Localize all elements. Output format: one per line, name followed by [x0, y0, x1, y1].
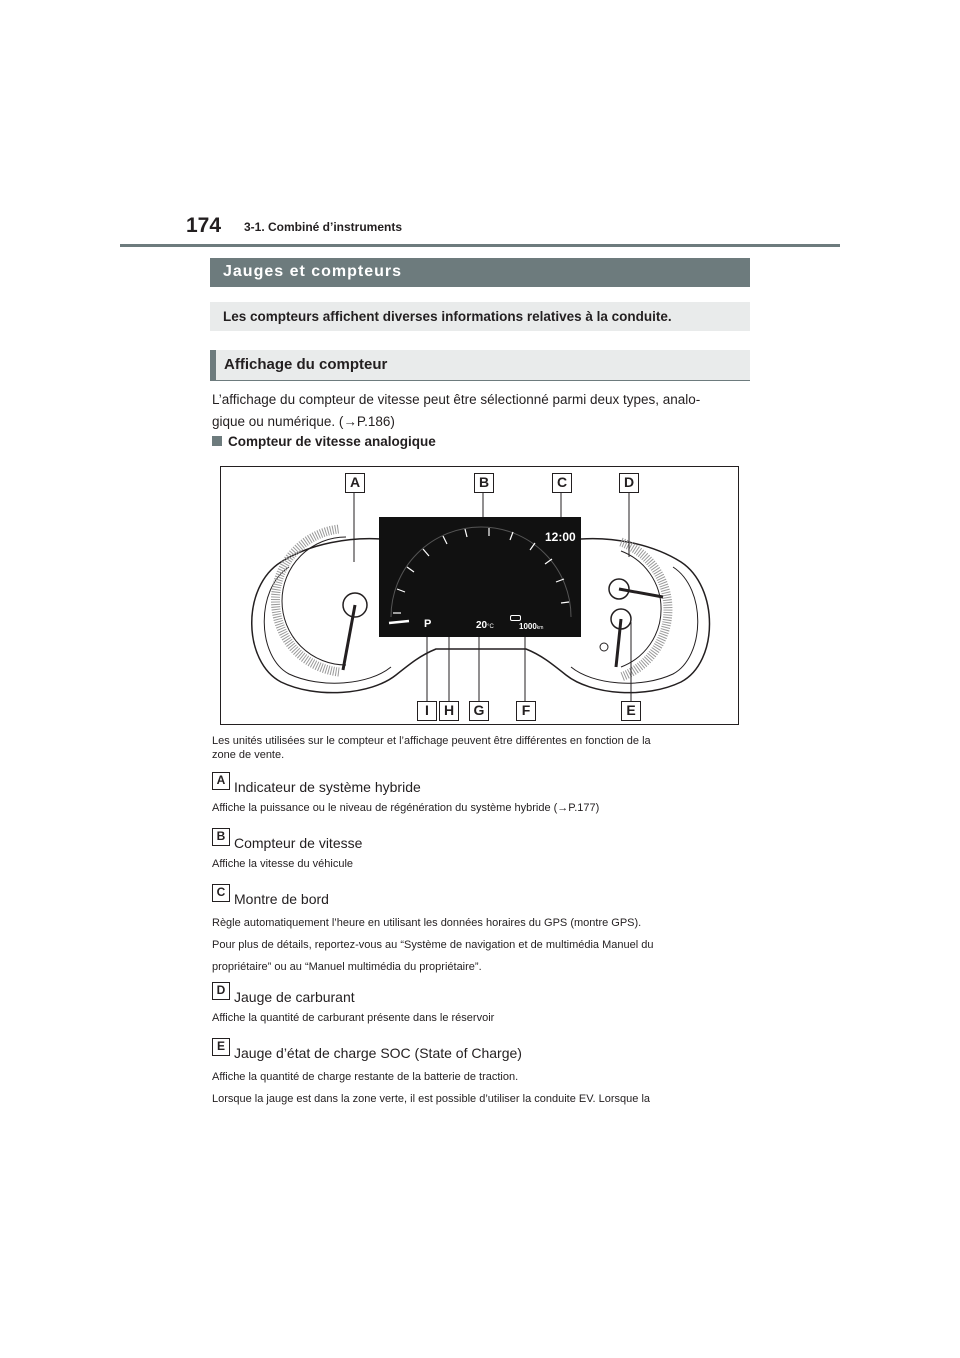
odometer-unit: km — [536, 625, 544, 631]
odometer-icon — [510, 615, 521, 621]
callout-c: C — [552, 473, 572, 493]
item-d-desc-line-1: Affiche la quantité de carburant présente dans le réservoir — [212, 1012, 495, 1024]
item-b-description — [212, 857, 353, 871]
item-c-desc-line-3: propriétaire” ou au “Manuel multimédia du propriétaire”. — [212, 961, 482, 973]
screen-clock: 12:00 — [545, 530, 576, 544]
item-a-description — [212, 801, 599, 815]
odometer-value: 1000 — [519, 622, 537, 631]
item-c-heading — [212, 885, 329, 910]
section-lead: Les compteurs affichent diverses informations relatives à la conduite. — [210, 302, 750, 331]
soc-needle — [616, 619, 621, 667]
callout-e: E — [621, 701, 641, 721]
item-d-title: Jauge de carburant — [234, 989, 355, 1005]
item-e-heading — [212, 1039, 522, 1064]
callout-i: I — [417, 701, 437, 721]
item-c-desc-line-2: Pour plus de détails, reportez-vous au “Système de navigation et de multimédia Manuel du — [212, 939, 654, 951]
item-e-desc-line-2: Lorsque la jauge est dans la zone verte, il est possible d’utiliser la conduite EV. Lorsque la — [212, 1093, 651, 1105]
outside-temperature — [476, 620, 494, 631]
bullet-square-icon — [212, 436, 222, 446]
figure-note-line-2: zone de vente. — [212, 749, 285, 761]
bullet-heading-text: Compteur de vitesse analogique — [228, 434, 436, 449]
right-bezel — [571, 567, 698, 683]
item-e-description — [212, 1066, 650, 1110]
shift-position: P — [424, 618, 432, 630]
indicator-lamp — [600, 643, 608, 651]
item-e-desc-line-1: Affiche la quantité de charge restante de la batterie de traction. — [212, 1071, 519, 1083]
item-a-desc-line-1: Affiche la puissance ou le niveau de régénération du système hybride (→P.177) — [212, 802, 600, 814]
speedometer-arc — [391, 527, 571, 617]
item-c-title: Montre de bord — [234, 891, 329, 907]
item-e-title: Jauge d’état de charge SOC (State of Charge) — [234, 1045, 522, 1061]
item-c-letter: C — [212, 884, 230, 902]
item-b-letter: B — [212, 828, 230, 846]
page-number: 174 — [186, 214, 222, 237]
instrument-cluster-figure — [220, 466, 739, 725]
callout-f: F — [516, 701, 536, 721]
temperature-value: 20 — [476, 620, 488, 631]
item-a-title: Indicateur de système hybride — [234, 779, 421, 795]
section-title: Jauges et compteurs — [210, 258, 750, 287]
item-b-title: Compteur de vitesse — [234, 835, 363, 851]
intro-paragraph — [212, 389, 752, 433]
figure-note-line-1: Les unités utilisées sur le compteur et l’affichage peuvent être différentes en fonction de la — [212, 735, 651, 747]
item-c-desc-line-1: Règle automatiquement l’heure en utilisant les données horaires du GPS (montre GPS). — [212, 917, 642, 929]
callout-b: B — [474, 473, 494, 493]
temperature-unit: °C — [487, 624, 494, 630]
item-a-heading — [212, 773, 421, 798]
callout-h: H — [439, 701, 459, 721]
header-rule — [120, 244, 840, 247]
item-c-description — [212, 912, 653, 978]
item-b-heading — [212, 829, 363, 854]
item-d-description — [212, 1011, 494, 1025]
item-a-letter: A — [212, 772, 230, 790]
item-d-letter: D — [212, 982, 230, 1000]
figure-note — [212, 734, 742, 762]
callout-a: A — [345, 473, 365, 493]
callout-g: G — [469, 701, 489, 721]
speedometer-needle — [389, 621, 409, 623]
item-d-heading — [212, 983, 355, 1008]
intro-line-2: gique ou numérique. (→P.186) — [212, 414, 395, 429]
bullet-heading — [212, 434, 436, 449]
callout-d: D — [619, 473, 639, 493]
subsection-title: Affichage du compteur — [210, 350, 750, 381]
item-b-desc-line-1: Affiche la vitesse du véhicule — [212, 858, 354, 870]
odometer — [519, 622, 543, 631]
speedometer-ticks — [393, 528, 569, 613]
section-reference: 3-1. Combiné d’instruments — [244, 220, 403, 234]
intro-line-1: L’affichage du compteur de vitesse peut être sélectionné parmi deux types, analo- — [212, 392, 701, 407]
item-e-letter: E — [212, 1038, 230, 1056]
multi-info-display — [379, 517, 581, 637]
